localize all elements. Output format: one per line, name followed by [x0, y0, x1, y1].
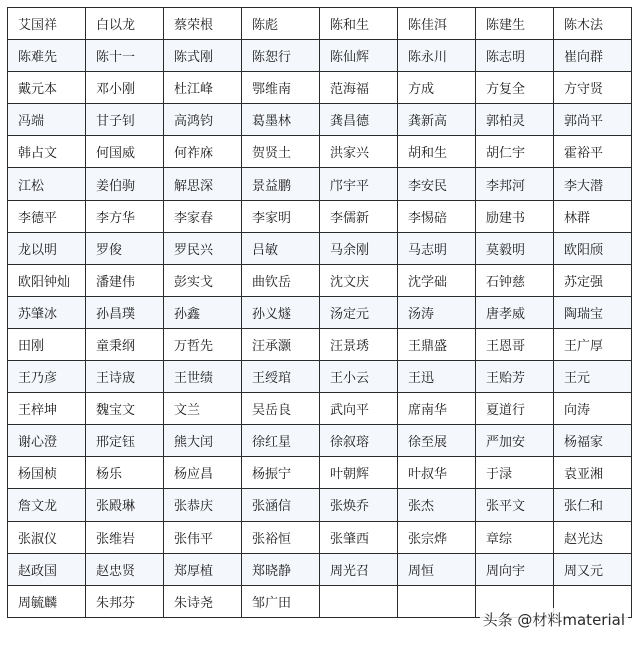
table-cell: 葛墨林 — [242, 104, 320, 136]
table-cell: 叶叔华 — [398, 457, 476, 489]
table-cell: 张维岩 — [86, 521, 164, 553]
table-row — [8, 489, 632, 521]
table-cell: 陈志明 — [476, 40, 554, 72]
table-row — [8, 361, 632, 393]
table-cell: 李德平 — [8, 200, 86, 232]
table-cell: 夏道行 — [476, 393, 554, 425]
table-cell: 张仁和 — [554, 489, 632, 521]
table-cell: 范海福 — [320, 72, 398, 104]
table-cell: 陈彪 — [242, 8, 320, 40]
table-cell: 艾国祥 — [8, 8, 86, 40]
table-cell: 赵光达 — [554, 521, 632, 553]
table-cell: 方成 — [398, 72, 476, 104]
table-cell: 李儒新 — [320, 200, 398, 232]
table-cell: 陈建生 — [476, 8, 554, 40]
table-row — [8, 328, 632, 360]
table-cell: 杨振宁 — [242, 457, 320, 489]
table-cell: 霍裕平 — [554, 136, 632, 168]
table-cell: 姜伯驹 — [86, 168, 164, 200]
table-cell: 何国威 — [86, 136, 164, 168]
table-cell: 林群 — [554, 200, 632, 232]
table-cell: 蔡荣根 — [164, 8, 242, 40]
table-cell: 杨国桢 — [8, 457, 86, 489]
table-body — [8, 8, 632, 618]
table-cell: 李惕碚 — [398, 200, 476, 232]
table-cell: 罗俊 — [86, 232, 164, 264]
table-cell: 熊大闰 — [164, 425, 242, 457]
table-cell: 袁亚湘 — [554, 457, 632, 489]
table-cell: 王诗宬 — [86, 361, 164, 393]
table-cell: 王恩哥 — [476, 328, 554, 360]
table-cell: 周光召 — [320, 553, 398, 585]
table-cell: 周恒 — [398, 553, 476, 585]
table-row — [8, 8, 632, 40]
table-cell: 汪承灏 — [242, 328, 320, 360]
table-cell: 李邦河 — [476, 168, 554, 200]
table-cell: 徐至展 — [398, 425, 476, 457]
table-cell: 汤定元 — [320, 296, 398, 328]
table-row — [8, 425, 632, 457]
table-row — [8, 393, 632, 425]
table-cell: 周向宇 — [476, 553, 554, 585]
table-cell: 陈佳洱 — [398, 8, 476, 40]
table-cell: 马余刚 — [320, 232, 398, 264]
table-cell: 张伟平 — [164, 521, 242, 553]
table-cell: 胡仁宇 — [476, 136, 554, 168]
table-cell: 苏定强 — [554, 264, 632, 296]
table-cell: 胡和生 — [398, 136, 476, 168]
table-cell: 李方华 — [86, 200, 164, 232]
table-cell: 田刚 — [8, 328, 86, 360]
table-cell: 朱诗尧 — [164, 585, 242, 617]
table-row — [8, 457, 632, 489]
table-cell: 龚昌德 — [320, 104, 398, 136]
table-cell: 王鼎盛 — [398, 328, 476, 360]
table-cell: 赵政国 — [8, 553, 86, 585]
table-cell: 马志明 — [398, 232, 476, 264]
table-row — [8, 296, 632, 328]
table-cell: 方复全 — [476, 72, 554, 104]
table-cell: 白以龙 — [86, 8, 164, 40]
table-cell: 张涵信 — [242, 489, 320, 521]
table-cell: 高鸿钧 — [164, 104, 242, 136]
watermark: 头条 @材料material — [480, 608, 628, 631]
table-row — [8, 136, 632, 168]
table-cell: 莫毅明 — [476, 232, 554, 264]
table-cell: 杨乐 — [86, 457, 164, 489]
table-row — [8, 264, 632, 296]
table-cell: 杨应昌 — [164, 457, 242, 489]
table-cell: 王广厚 — [554, 328, 632, 360]
table-cell: 邓小刚 — [86, 72, 164, 104]
table-cell: 甘子钊 — [86, 104, 164, 136]
table-cell: 解思深 — [164, 168, 242, 200]
table-cell: 李安民 — [398, 168, 476, 200]
table-cell: 戴元本 — [8, 72, 86, 104]
table-cell: 吕敏 — [242, 232, 320, 264]
table-cell: 王贻芳 — [476, 361, 554, 393]
table-row — [8, 40, 632, 72]
table-cell: 万哲先 — [164, 328, 242, 360]
table-cell: 魏宝文 — [86, 393, 164, 425]
table-cell: 陈和生 — [320, 8, 398, 40]
name-table — [7, 7, 632, 618]
table-cell: 张宗烨 — [398, 521, 476, 553]
table-cell: 曲钦岳 — [242, 264, 320, 296]
table-row — [8, 104, 632, 136]
table-cell: 周又元 — [554, 553, 632, 585]
table-cell: 徐红星 — [242, 425, 320, 457]
table-cell — [398, 585, 476, 617]
table-cell: 詹文龙 — [8, 489, 86, 521]
table-cell: 汤涛 — [398, 296, 476, 328]
table-cell: 童秉纲 — [86, 328, 164, 360]
table-cell: 王迅 — [398, 361, 476, 393]
table-cell: 龚新高 — [398, 104, 476, 136]
table-cell: 罗民兴 — [164, 232, 242, 264]
table-cell: 徐叙瑢 — [320, 425, 398, 457]
table-cell: 郭柏灵 — [476, 104, 554, 136]
table-cell: 张裕恒 — [242, 521, 320, 553]
table-cell: 王世绩 — [164, 361, 242, 393]
table-cell: 张淑仪 — [8, 521, 86, 553]
table-row — [8, 200, 632, 232]
table-cell: 王元 — [554, 361, 632, 393]
table-cell: 杨福家 — [554, 425, 632, 457]
table-cell: 励建书 — [476, 200, 554, 232]
table-cell: 唐孝威 — [476, 296, 554, 328]
table-cell: 何祚庥 — [164, 136, 242, 168]
table-cell: 杜江峰 — [164, 72, 242, 104]
table-cell: 方守贤 — [554, 72, 632, 104]
table-cell: 张杰 — [398, 489, 476, 521]
table-cell: 文兰 — [164, 393, 242, 425]
table-cell: 潘建伟 — [86, 264, 164, 296]
table-cell: 邢定钰 — [86, 425, 164, 457]
table-cell: 郭尚平 — [554, 104, 632, 136]
table-cell: 景益鹏 — [242, 168, 320, 200]
table-cell: 严加安 — [476, 425, 554, 457]
table-cell: 崔向群 — [554, 40, 632, 72]
table-cell: 张平文 — [476, 489, 554, 521]
table-cell: 陈式刚 — [164, 40, 242, 72]
table-cell: 江松 — [8, 168, 86, 200]
table-cell: 张焕乔 — [320, 489, 398, 521]
table-cell: 赵忠贤 — [86, 553, 164, 585]
table-cell: 章综 — [476, 521, 554, 553]
table-cell: 张恭庆 — [164, 489, 242, 521]
table-row — [8, 168, 632, 200]
table-cell: 王乃彦 — [8, 361, 86, 393]
table-cell: 李大潜 — [554, 168, 632, 200]
table-cell: 邹广田 — [242, 585, 320, 617]
table-cell: 陈仙辉 — [320, 40, 398, 72]
table-cell: 陈永川 — [398, 40, 476, 72]
table-cell: 孙昌璞 — [86, 296, 164, 328]
table-cell: 洪家兴 — [320, 136, 398, 168]
table-cell: 王绶琯 — [242, 361, 320, 393]
table-cell: 陈十一 — [86, 40, 164, 72]
table-cell: 李家春 — [164, 200, 242, 232]
table-cell: 冯端 — [8, 104, 86, 136]
table-cell: 孙鑫 — [164, 296, 242, 328]
table-cell: 向涛 — [554, 393, 632, 425]
table-row — [8, 521, 632, 553]
table-cell: 邝宇平 — [320, 168, 398, 200]
table-cell: 韩占文 — [8, 136, 86, 168]
table-cell: 朱邦芬 — [86, 585, 164, 617]
table-cell: 欧阳钟灿 — [8, 264, 86, 296]
table-cell: 贺贤土 — [242, 136, 320, 168]
table-row — [8, 72, 632, 104]
table-cell: 鄂维南 — [242, 72, 320, 104]
table-cell: 郑晓静 — [242, 553, 320, 585]
table-cell: 陈难先 — [8, 40, 86, 72]
table-cell: 陈木法 — [554, 8, 632, 40]
table-cell: 张殿琳 — [86, 489, 164, 521]
table-cell: 吴岳良 — [242, 393, 320, 425]
table-cell: 谢心澄 — [8, 425, 86, 457]
table-cell: 沈学础 — [398, 264, 476, 296]
table-cell: 沈文庆 — [320, 264, 398, 296]
table-cell: 武向平 — [320, 393, 398, 425]
table-cell: 欧阳颀 — [554, 232, 632, 264]
table-cell: 张肇西 — [320, 521, 398, 553]
table-cell: 席南华 — [398, 393, 476, 425]
table-cell: 彭实戈 — [164, 264, 242, 296]
table-row — [8, 553, 632, 585]
table-cell: 叶朝辉 — [320, 457, 398, 489]
table-cell: 苏肇冰 — [8, 296, 86, 328]
table-cell: 陈恕行 — [242, 40, 320, 72]
table-cell: 郑厚植 — [164, 553, 242, 585]
table-row — [8, 232, 632, 264]
table-cell: 李家明 — [242, 200, 320, 232]
table-cell: 于渌 — [476, 457, 554, 489]
table-cell: 龙以明 — [8, 232, 86, 264]
table-cell: 王小云 — [320, 361, 398, 393]
table-cell: 孙义燧 — [242, 296, 320, 328]
table-cell — [320, 585, 398, 617]
table-cell: 王梓坤 — [8, 393, 86, 425]
table-cell: 石钟慈 — [476, 264, 554, 296]
table-cell: 周毓麟 — [8, 585, 86, 617]
table-cell: 汪景琇 — [320, 328, 398, 360]
table-cell: 陶瑞宝 — [554, 296, 632, 328]
